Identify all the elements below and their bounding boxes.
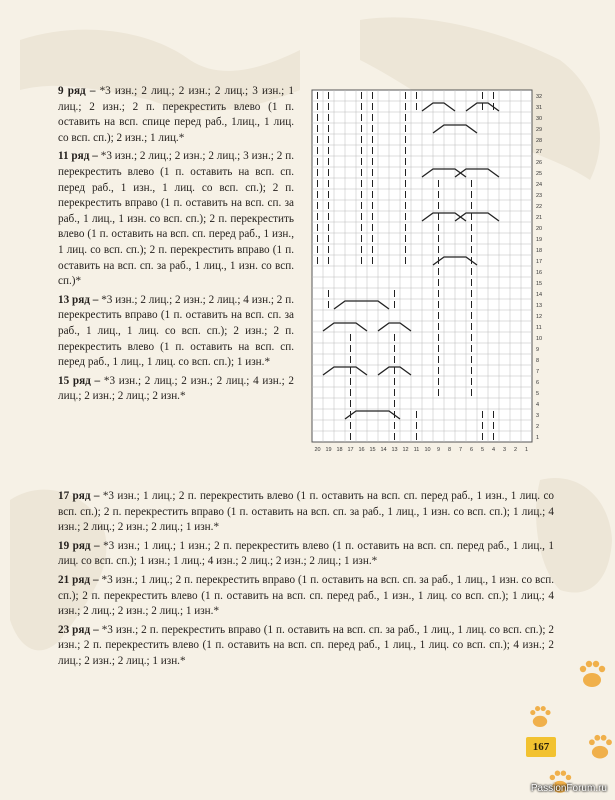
column-number: 16 [358,447,365,453]
row-number: 12 [536,314,543,320]
column-number: 7 [458,447,463,453]
instructions-full-width [58,489,554,673]
row-text: *3 изн.; 1 лиц.; 1 изн.; 2 п. перекрестить влево (1 п. оставить на всп. сп. перед раб., 1 лиц., 1 лиц. со всп. сп.); 1 изн.; 1 лиц.; 4 изн.; 2 лиц.; 2 изн.; 2 лиц.; 1 изн.* [58,539,555,568]
page-number: 167 [526,737,556,757]
instructions-column [58,84,294,408]
row-number: 14 [536,292,543,298]
row-number: 27 [536,149,543,155]
column-number: 8 [447,447,452,453]
row-label: 17 ряд – [58,490,100,502]
row-number: 17 [536,259,543,265]
column-number: 11 [413,447,420,453]
row-text: *3 изн.; 2 лиц.; 2 изн.; 2 лиц.; 3 изн.; 1 лиц.; 2 изн.; 2 п. перекрестить влево (1 п. оставить на всп. спице перед раб., 1лиц., 1 лиц. со всп. сп.); 2 изн.; 1 лиц.* [58,85,295,144]
column-number: 4 [491,447,496,453]
column-number: 5 [480,447,485,453]
row-instruction [58,149,294,289]
column-number: 17 [347,447,354,453]
column-number: 14 [380,447,387,453]
row-number: 24 [536,182,543,188]
row-number: 26 [536,160,543,166]
row-number: 32 [536,94,543,100]
row-label: 21 ряд – [58,573,99,586]
watermark: PassionForum.ru [530,783,607,794]
column-number: 2 [513,447,518,453]
row-instruction [58,573,554,620]
row-number: 4 [536,402,540,408]
column-number: 6 [469,447,474,453]
row-label: 11 ряд – [58,150,98,163]
row-number: 1 [536,435,540,441]
row-label: 23 ряд – [58,623,99,636]
row-instruction [58,84,294,146]
row-instruction [58,374,294,405]
row-text: *3 изн.; 1 лиц.; 2 п. перекрестить влево (1 п. оставить на всп. сп. перед раб., 1 изн., 1 лиц. со всп. сп.); 2 п. перекрестить вправо (1 п. оставить на всп. сп. за раб., 1 лиц., 1 изн. со всп. сп.); 1 лиц.; 4 изн.; 2 лиц.; 2 изн.; 2 лиц.; 1 изн.* [58,490,555,534]
row-text: *3 изн.; 2 лиц.; 2 изн.; 2 лиц.; 4 изн.; 2 лиц.; 2 изн.; 2 лиц.; 2 изн.* [58,374,295,403]
column-number: 1 [524,447,529,453]
row-text: *3 изн.; 2 лиц.; 2 изн.; 2 лиц.; 4 изн.; 2 п. перекрестить вправо (1 п. оставить на всп. сп. за раб., 1 лиц., 1 лиц. со всп. сп.); 2 изн.; 2 п. перекрестить влево (1 п. оставить на всп. сп. перед раб., 1 лиц., 1 лиц. со всп. сп.); 1 изн.* [58,293,295,369]
column-number: 12 [402,447,409,453]
row-number: 6 [536,380,540,386]
row-instruction [58,489,554,536]
column-number: 9 [436,447,441,453]
row-number: 9 [536,347,540,353]
row-instruction [58,293,294,371]
row-instruction [58,539,554,570]
row-label: 15 ряд – [58,374,101,387]
knitting-chart [308,88,548,463]
row-number: 22 [536,204,543,210]
row-number: 18 [536,248,543,254]
row-number: 8 [536,358,540,364]
paw-prints-decoration [500,650,615,800]
row-number: 25 [536,171,543,177]
row-number: 16 [536,270,543,276]
row-number: 29 [536,127,543,133]
column-number: 3 [502,447,507,453]
row-number: 15 [536,281,543,287]
row-number: 28 [536,138,543,144]
row-number: 11 [536,325,542,331]
column-number: 10 [424,447,431,453]
row-number: 31 [536,105,543,111]
row-text: *3 изн.; 1 лиц.; 2 п. перекрестить вправо (1 п. оставить на всп. сп. за раб., 1 лиц., 1 изн. со всп. сп.); 2 п. перекрестить влево (1 п. оставить на всп. сп. перед раб., 1 изн., 1 лиц. со всп. сп.); 1 лиц.; 4 изн.; 2 лиц.; 2 изн.; 2 лиц.; 1 изн.* [58,573,555,618]
row-number: 23 [536,193,543,199]
row-number: 19 [536,237,543,243]
row-label: 13 ряд – [58,293,99,306]
row-text: *3 изн.; 2 лиц.; 2 изн.; 2 лиц.; 3 изн.; 2 п. перекрестить влево (1 п. оставить на всп. сп. перед раб., 1 изн., 1 лиц. со всп. сп.); 2 п. перекрестить вправо (1 п. оставить на всп. сп. за раб., 1 лиц., 1 изн. со всп. сп.); 2 п. перекрестить влево (1 п. оставить на всп. сп. перед раб., 1 изн., 1 лиц. со всп. сп.); 2 п. перекрестить вправо (1 п. оставить на всп. сп. за раб., 1 лиц., 1 изн. со всп. сп.)* [58,150,295,288]
column-number: 15 [369,447,376,453]
column-number: 18 [336,447,343,453]
row-number: 20 [536,226,543,232]
column-number: 19 [325,447,332,453]
row-number: 13 [536,303,543,309]
column-number: 13 [391,447,398,453]
row-instruction [58,623,554,670]
row-number: 7 [536,369,540,375]
row-label: 19 ряд – [58,539,100,552]
row-number: 30 [536,116,543,122]
row-number: 10 [536,336,543,342]
row-number: 2 [536,424,540,430]
column-number: 20 [314,447,321,453]
row-label: 9 ряд – [58,85,96,97]
row-number: 5 [536,391,540,397]
row-number: 3 [536,413,540,419]
row-number: 21 [536,215,543,221]
row-text: *3 изн.; 2 п. перекрестить вправо (1 п. оставить на всп. сп. за раб., 1 лиц., 1 лиц. со всп. сп.); 2 изн.; 2 п. перекрестить влево (1 п. оставить на всп. сп. перед раб., 1 лиц., 1 лиц. со всп. сп.); 4 изн.; 2 лиц.; 2 изн.; 2 лиц.; 1 изн.* [58,623,555,667]
